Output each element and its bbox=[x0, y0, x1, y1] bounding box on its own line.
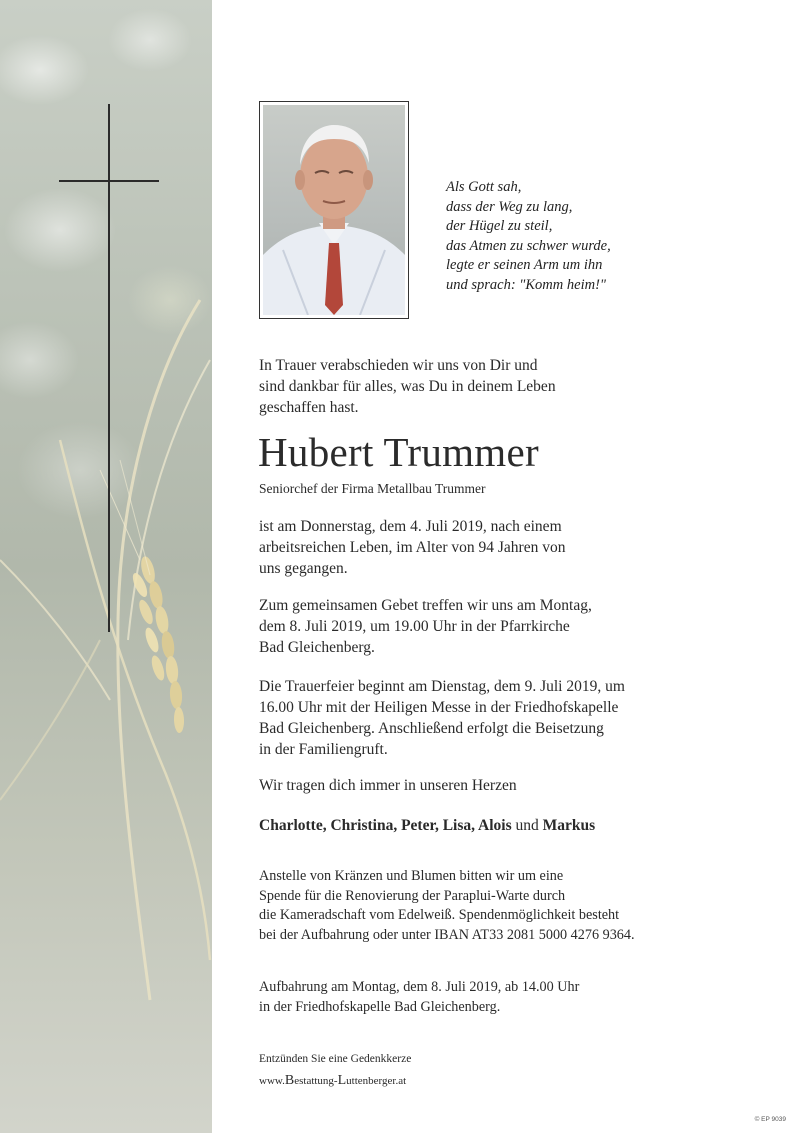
prayer-paragraph bbox=[259, 595, 592, 658]
poem-line: dass der Weg zu lang, bbox=[446, 198, 573, 215]
poem-line: legte er seinen Arm um ihn bbox=[446, 257, 603, 273]
cross-horizontal-bar bbox=[59, 180, 159, 182]
mourners-line bbox=[259, 815, 595, 836]
funeral-line: Bad Gleichenberg. Anschließend erfolgt die Beisetzung bbox=[259, 720, 604, 737]
mourner-conjunction: und bbox=[515, 817, 539, 834]
funeral-line: 16.00 Uhr mit der Heiligen Messe in der Friedhofskapelle bbox=[259, 699, 619, 716]
web-part: L bbox=[337, 1073, 347, 1088]
website-link[interactable] bbox=[259, 1070, 411, 1092]
funeral-line: Die Trauerfeier beginnt am Dienstag, dem 9. Juli 2019, um bbox=[259, 678, 625, 695]
closing-text: Wir tragen dich immer in unseren Herzen bbox=[259, 777, 517, 794]
candle-text: Entzünden Sie eine Gedenkkerze bbox=[259, 1053, 412, 1065]
mourner-name: Alois bbox=[478, 817, 512, 834]
mourner-separator: , bbox=[434, 817, 443, 834]
portrait-photo-frame bbox=[259, 101, 409, 319]
mourner-separator: , bbox=[393, 817, 402, 834]
death-notice-line: ist am Donnerstag, dem 4. Juli 2019, nach einem bbox=[259, 518, 562, 535]
donation-line: Spende für die Renovierung der Paraplui-Warte durch bbox=[259, 887, 566, 904]
web-part: estattung- bbox=[294, 1075, 338, 1087]
poem-line: und sprach: "Komm heim!" bbox=[446, 276, 606, 293]
intro-line: sind dankbar für alles, was Du in deinem Leben bbox=[259, 378, 556, 395]
closing-line bbox=[259, 775, 517, 796]
mourner-separator: , bbox=[322, 817, 331, 834]
donation-paragraph bbox=[259, 867, 635, 945]
donation-line: die Kameradschaft vom Edelweiß. Spendenmöglichkeit besteht bbox=[259, 907, 620, 923]
mourner-name: Christina bbox=[330, 817, 394, 834]
intro-line: geschaffen hast. bbox=[259, 399, 359, 416]
web-part: uttenberger.at bbox=[346, 1075, 407, 1087]
deceased-name: Hubert Trummer bbox=[258, 429, 539, 475]
web-part: www. bbox=[259, 1075, 285, 1087]
print-code: © EP 9039 bbox=[754, 1116, 786, 1123]
death-notice-line: arbeitsreichen Leben, im Alter von 94 Jahren von bbox=[259, 539, 566, 556]
viewing-line: Aufbahrung am Montag, dem 8. Juli 2019, ab 14.00 Uhr bbox=[259, 979, 580, 995]
poem-line: der Hügel zu steil, bbox=[446, 218, 553, 234]
donation-line: bei der Aufbahrung oder unter IBAN AT33 2081 5000 4276 9364. bbox=[259, 926, 635, 943]
poem bbox=[446, 178, 676, 295]
web-part: B bbox=[284, 1073, 295, 1088]
viewing-paragraph bbox=[259, 978, 579, 1017]
funeral-line: in der Familiengruft. bbox=[259, 741, 388, 758]
donation-line: Anstelle von Kränzen und Blumen bitten wir um eine bbox=[259, 868, 564, 884]
viewing-line: in der Friedhofskapelle Bad Gleichenberg. bbox=[259, 998, 501, 1015]
death-notice-paragraph bbox=[259, 516, 565, 579]
mourner-separator: , bbox=[471, 817, 479, 834]
footer bbox=[259, 1049, 411, 1092]
prayer-line: Zum gemeinsamen Gebet treffen wir uns am Montag, bbox=[259, 597, 592, 614]
wheat-illustration bbox=[0, 0, 212, 1133]
death-notice-line: uns gegangen. bbox=[259, 560, 348, 577]
intro-line: In Trauer verabschieden wir uns von Dir und bbox=[259, 357, 538, 374]
cross-vertical-bar bbox=[108, 104, 110, 632]
poem-line: Als Gott sah, bbox=[446, 179, 522, 195]
mourner-name: Markus bbox=[542, 817, 596, 834]
mourner-name: Charlotte bbox=[259, 817, 323, 834]
mourner-name: Lisa bbox=[442, 817, 472, 834]
intro-paragraph bbox=[259, 355, 556, 418]
mourner-name: Peter bbox=[401, 817, 435, 834]
funeral-paragraph bbox=[259, 676, 625, 760]
prayer-line: dem 8. Juli 2019, um 19.00 Uhr in der Pfarrkirche bbox=[259, 618, 570, 635]
prayer-line: Bad Gleichenberg. bbox=[259, 639, 375, 656]
deceased-title: Seniorchef der Firma Metallbau Trummer bbox=[259, 481, 486, 496]
poem-line: das Atmen zu schwer wurde, bbox=[446, 237, 611, 254]
decorative-side-panel bbox=[0, 0, 212, 1133]
portrait-photo bbox=[263, 105, 405, 315]
